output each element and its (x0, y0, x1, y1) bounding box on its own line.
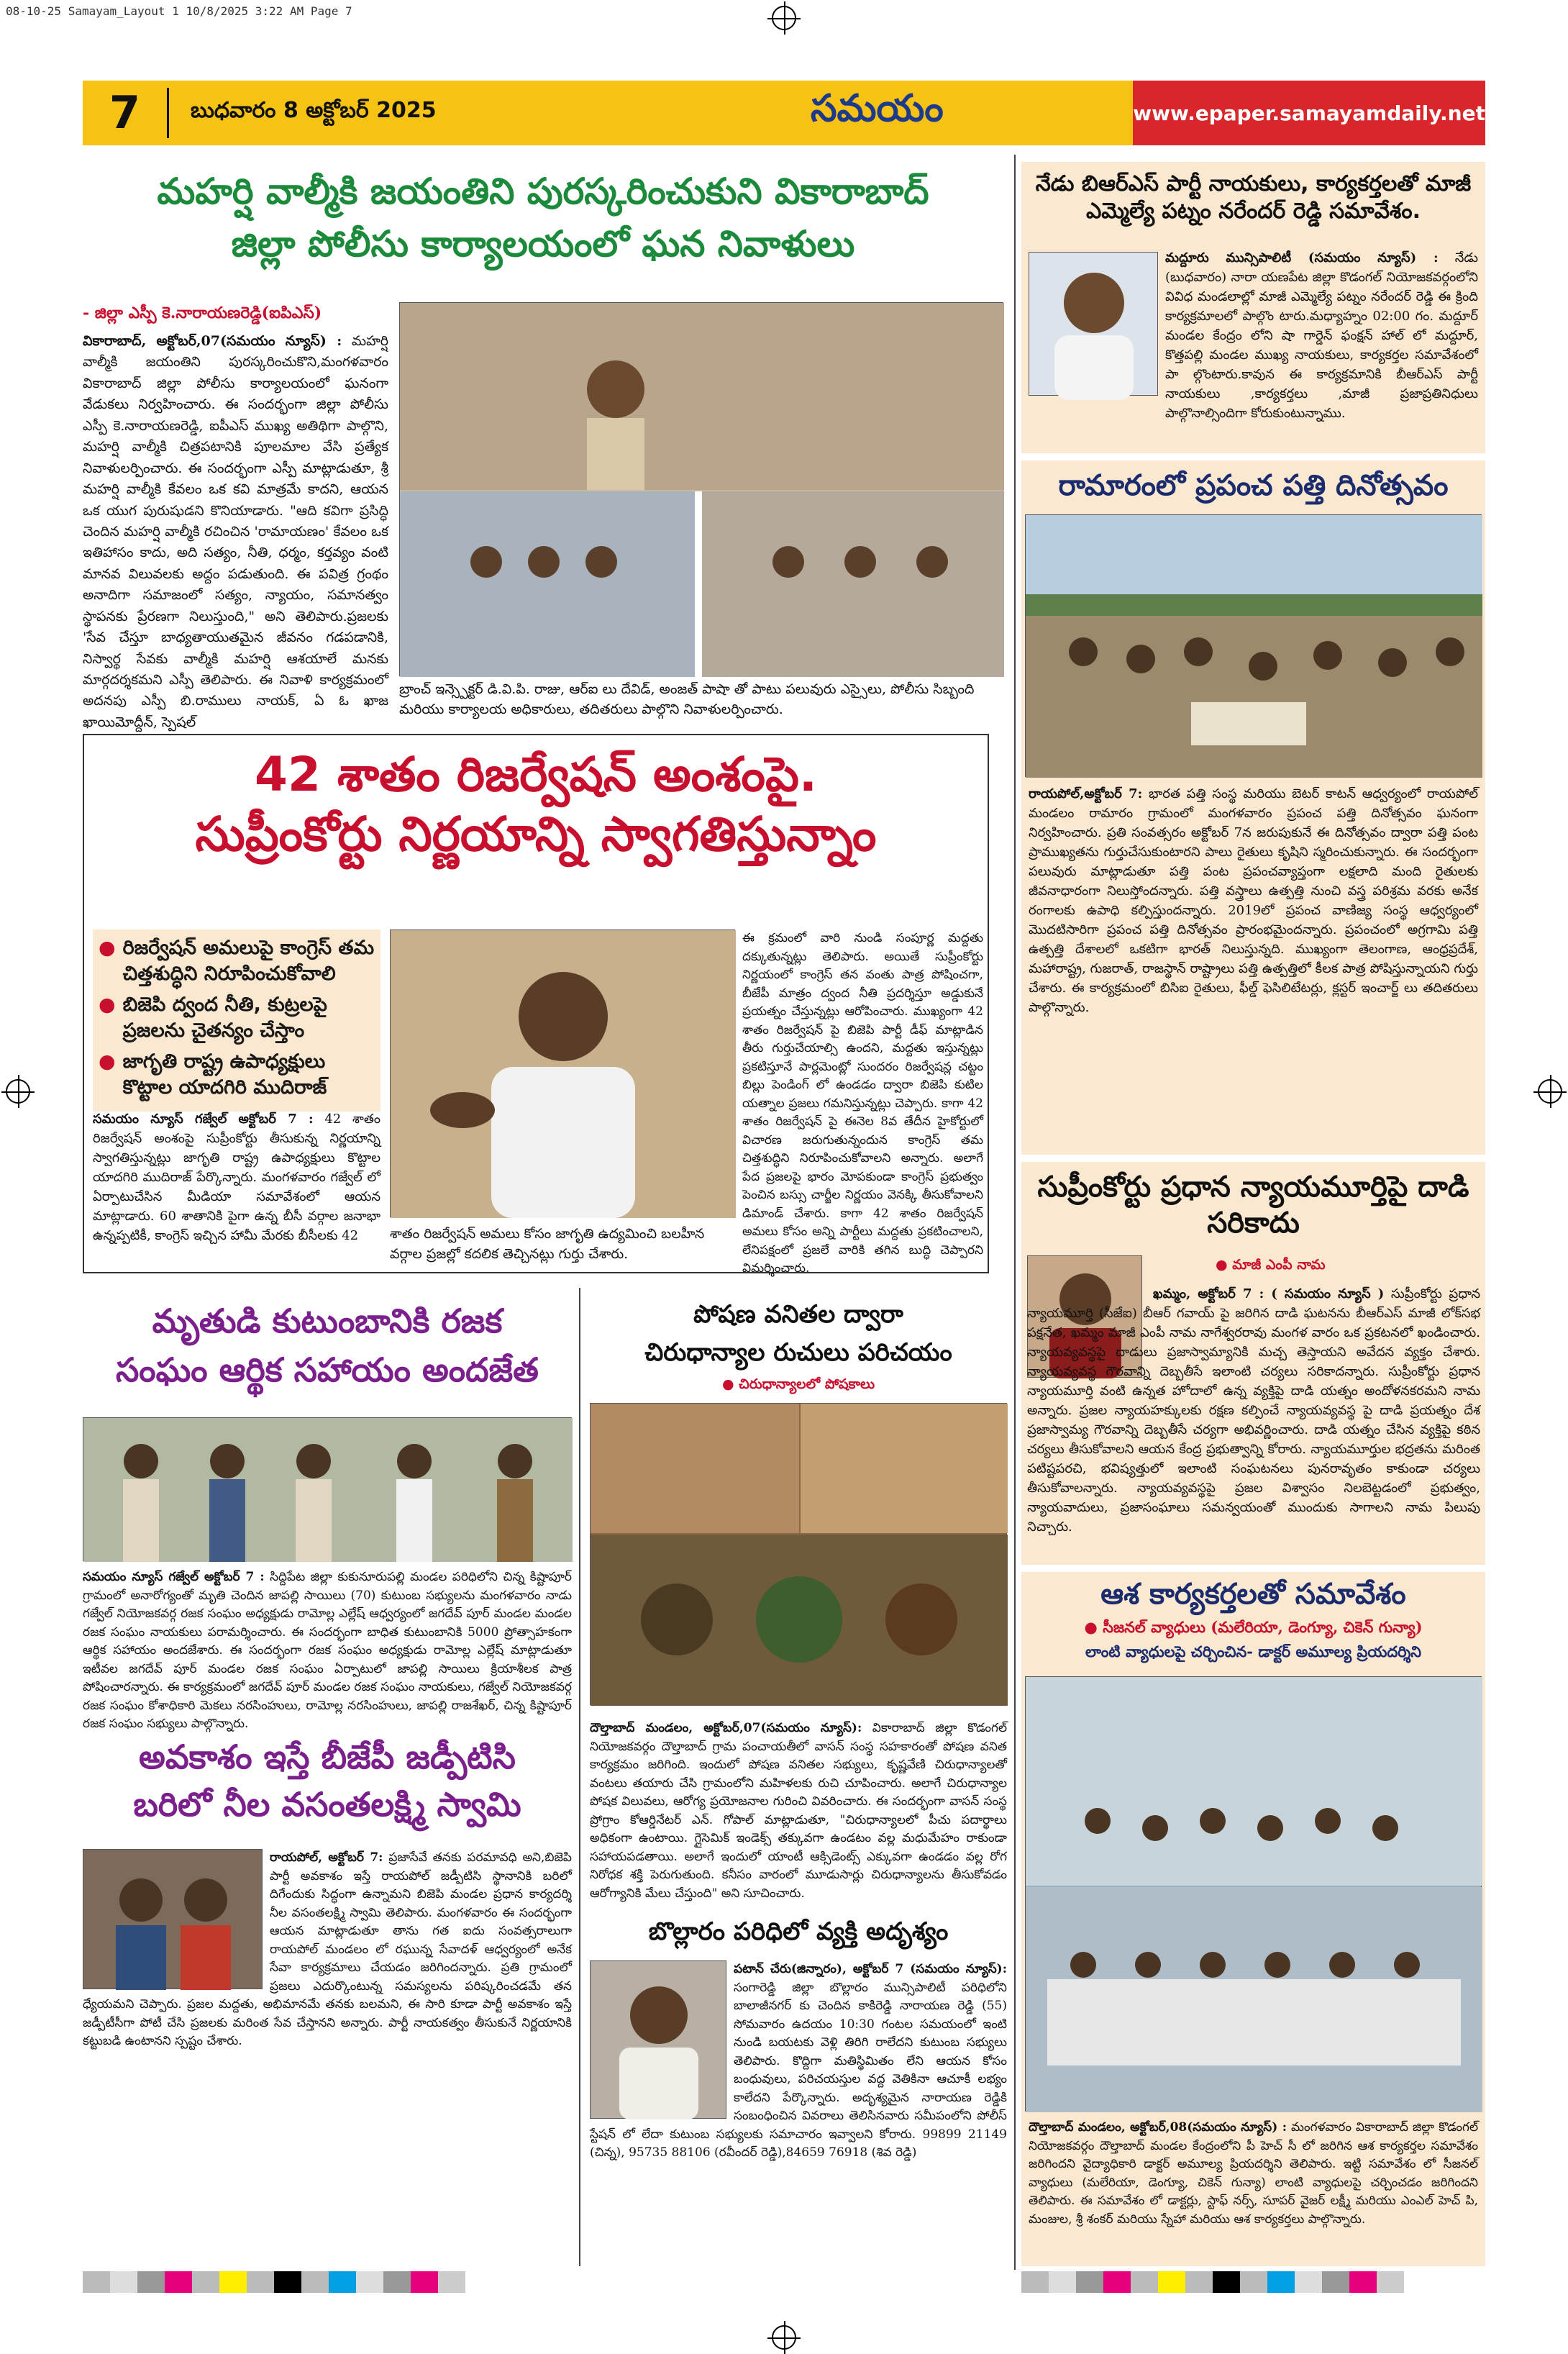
story-cotton-headline: రామారంలో ప్రపంచ పత్తి దినోత్సవం (1058, 469, 1449, 502)
portrait-illustration (391, 930, 736, 1218)
headline-line: జిల్లా పోలీసు కార్యాలయంలో ఘన నివాళులు (231, 222, 855, 265)
page-number: 7 (83, 88, 169, 138)
color-calibration-bar-left (83, 2271, 465, 2293)
issue-date: బుధవారం 8 అక్టోబర్ 2025 (191, 98, 437, 123)
photo-float-spacer (83, 1849, 270, 1993)
subtitle-line (1021, 1617, 1485, 1638)
dateline: మద్దూరు మున్సిపాలిటీ (సమయం న్యూస్) : (1165, 250, 1439, 265)
story-poshana (590, 1295, 1007, 1907)
highlight-bullet (99, 992, 375, 1045)
quote-source: - జిల్లా ఎస్పీ కె.నారాయణరెడ్డి(ఐపిఎస్) (83, 304, 322, 322)
headline-line: మహర్షి వాల్మీకి జయంతిని పురస్కరించుకుని వికారాబాద్ (157, 171, 929, 212)
headline-line: అవకాశం ఇస్తే బీజేపీ జడ్పీటిసి (139, 1737, 516, 1776)
headline-line: చిరుధాన్యాల రుచులు పరిచయం (644, 1337, 952, 1367)
photo-millets (590, 1403, 1007, 1705)
story-reservation-headline (84, 735, 988, 874)
subtitle-text: మాజీ ఎంపీ నామ (1232, 1257, 1326, 1273)
story-valmiki-headline (83, 162, 1003, 273)
bullet-text: బిజెపి ద్వంద నీతి, కుట్రలపై ప్రజలను చైతన్యం చేస్తాం (122, 993, 327, 1042)
story-brs-headline: నేడు బిఆర్ఎస్ పార్టీ నాయకులు, కార్యకర్తలతో మాజీ ఎమ్మెల్యే పట్నం నరేందర్ రెడ్డి సమావేశం. (1035, 171, 1472, 224)
story-cotton-day (1021, 460, 1485, 1155)
article-text: ఈ క్రమంలో వారి నుండి సంపూర్ణ మద్దతు దక్కుతున్నట్లు తెలిపారు. అయితే సుప్రీంకోర్టు నిర్ణయంలో కాంగ్రెస్ తన వంతు పాత్ర పోషించగా, బీజేపీ మాత్రం ద్వంద నీతి ప్రదర్శిస్తూ అడ్డుకునే ప్రయత్నం చేస్తున్నట్లు ఆరోపించారు. ముఖ్యంగా 42 శాతం రిజర్వేషన్ పై బిజెపి పార్టీ డీఫ్ మాట్లాడిన తీరు గుర్తుచేయాల్సి ఉందని, మద్దతు ఇస్తున్నట్లు ప్రకటిస్తూనే పార్లమెంట్లో సుందరం రిజర్వేషన్ల చట్టం బిల్లు పెండింగ్ లో ఉండడం ద్వారా బిజెపి కుటిల యత్నాల ప్రజలు గమనిస్తున్నట్లు చెప్పారు. కాగా 42 శాతం రిజర్వేషన్ పై ఈనెల 8వ తేదీన హైకోర్టులో విచారణ జరుగుతున్నందున కాంగ్రెస్ తమ చిత్తశుద్ధిని నిరూపించుకోవాలని అన్నారు. అలాగే పేద ప్రజలపై భారం మోపకుండా కాంగ్రెస్ ప్రభుత్వం పెంచిన బస్సు చార్జీల నిర్ణయం వెనక్కి తీసుకోవాలని డిమాండ్ చేశారు. కాగా 42 శాతం రిజర్వేషన్ అమలు కోసం అన్ని పార్టీలు మద్దతు ప్రకటించాలని, లేనిపక్షంలో ప్రజలే వారికి తగిన బుద్ధి చెప్పారని విమర్శించారు. (742, 931, 983, 1276)
epaper-link[interactable]: www.epaper.samayamdaily.net (1133, 81, 1485, 145)
bullet-dot-icon: ● (99, 1050, 116, 1073)
photo-valmiki-tribute (399, 302, 1003, 676)
article-text: సంగారెడ్డి జిల్లా బొల్లారం మున్సిపాలిటీ పరిధిలోని బాలాజీనగర్ కు చెందిన కాకిరెడ్డి నారాయణ రెడ్డి (55) సోమవారం ఉదయం 10:30 గంటల సమయంలో ఇంటి నుండి బయటకు వెళ్లి తిరిగి రాలేదని కుటుంబ సభ్యులు తెలిపారు. కొద్దిగా మతిస్థిమితం లేని ఆయన కోసం బంధువులు, పరిచయస్తుల వద్ద వెతికినా ఆచూకీ లభ్యం కాలేదని పేర్కొన్నారు. అదృశ్యమైన నారాయణ రెడ్డికి సంబంధించిన వివరాలు తెలిసినవారు సమీపంలోని పోలీస్ స్టేషన్ లో లేదా కుటుంబ సభ్యులకు సమాచారం ఇవ్వాలని కోరారు. 99899 21149 (చిన్న), 95735 88106 (రవీందర్ రెడ్డి),84659 76918 (శివ రెడ్డి) (590, 1980, 1007, 2160)
photo-illustration (400, 303, 1004, 677)
newspaper-brand: సమయం (810, 86, 944, 130)
dateline: రాయపోల్,అక్టోబర్ 7: (1029, 786, 1143, 801)
story-reservation (83, 734, 989, 1276)
dateline: సమయం న్యూస్ గజ్వేల్ అక్టోబర్ 7 : (93, 1112, 314, 1127)
column-rule (1014, 155, 1016, 2270)
story-reservation-body-left (93, 1109, 380, 1268)
article-text: సిద్దిపేట జిల్లా కుకునూరుపల్లి మండల పరిధిలోని చిన్న కిష్టాపూర్ గ్రామంలో అనారోగ్యంతో మృతి చెందిన జాపల్లి సాయిలు (70) కుటుంబ సభ్యులను మంగళవారం నాడు గజ్వేల్ నియోజకవర్గ రజక సంఘం అధ్యక్షుడు రామోల్ల ఎల్లేష్ ఆధ్వర్యంలో జగదేవ్ పూర్ మండల మండల రజక సంఘం నాయకులు పరామర్శించారు. ఈ సందర్భంగా బాధిత కుటుంబానికి 5000 ప్రోత్సాహకంగా ఆర్థిక సహాయం అందజేశారు. ఈ సందర్భంగా రజక సంఘం అధ్యక్షుడు రామోల్ల ఎల్లేష్ మాట్లాడుతూ ఇటీవల జగదేవ్ పూర్ మండల రజక సంఘం ఏర్పాటులో జాపల్లి సాయిలు క్రియాశీలక పాత్ర పోషించారన్నారు. ఈ కార్యక్రమంలో జగదేవ్ పూర్ మండల రజక సంఘం నాయకులు, గజ్వేల్ నియోజకవర్గ రజక సంఘం కోశాధికారి మెకలు నరసింహులు, రామోల్ల నరసింహులు, జాపల్లి రాజశేఖర్, చిన్న కిష్టాపూర్ రజక సంఘం సభ్యులు పాల్గొన్నారు. (83, 1570, 573, 1731)
story-poshana-body (590, 1719, 1007, 1903)
photo-caption: శాతం రిజర్వేషన్ అమలు కోసం జాగృతి ఉద్యమించి బలహీన వర్గాల ప్రజల్లో కదలిక తెచ్చినట్లు గుర్తు చేశారు. (390, 1226, 705, 1262)
bullet-dot-icon: ● (721, 1376, 734, 1392)
bullet-dot-icon: ● (99, 993, 116, 1016)
story-rajaka-body (83, 1568, 573, 1731)
bullet-dot-icon: ● (99, 937, 116, 959)
story-cji-headline: సుప్రీంకోర్టు ప్రధాన న్యాయమూర్తిపై దాడి సరికాదు (1037, 1171, 1469, 1240)
story-missing (590, 1914, 1007, 2266)
photo-rajaka (83, 1417, 572, 1561)
story-brs-meeting (1021, 162, 1485, 453)
masthead-left (83, 81, 621, 145)
registration-mark-icon (772, 2325, 796, 2350)
photo-illustration (1026, 515, 1482, 778)
story-cji-body (1027, 1284, 1480, 1561)
article-text: 42 శాతం రిజర్వేషన్ అంశంపై సుప్రీంకోర్టు తీసుకున్న నిర్ణయాన్ని స్వాగతిస్తున్నట్లు జాగృతి రాష్ట్ర ఉపాధ్యక్షులు కొట్టాల యాదగిరి ముదిరాజ్ పేర్కొన్నారు. మంగళవారం గజ్వేల్ లో ఏర్పాటుచేసిన మీడియా సమావేశంలో ఆయన మాట్లాడారు. 60 శాతానికి పైగా ఉన్న బీసీ వర్గాల జనాభా ఉన్నప్పటికీ, కాంగ్రెస్ ఇచ్చిన హామీ మేరకు బీసీలకు 42 (93, 1112, 380, 1243)
portrait-illustration (1029, 253, 1159, 396)
story-poshana-subtitle (590, 1375, 1007, 1395)
photo-illustration (83, 1418, 573, 1562)
dateline: సమయం న్యూస్ గజ్వేల్ అక్టోబర్ 7 : (83, 1570, 265, 1584)
story-reservation-bullets (93, 930, 380, 1112)
article-text: వికారాబాద్ జిల్లా కొడంగల్ నియోజకవర్గం దౌల్తాబాద్ గ్రామ పంచాయతీలో వాసన్ సంస్థ సహకారంతో పోషణ వనిత కార్యక్రమం జరిగింది. ఇందులో పోషణ వనితల సభ్యులు, కృష్ణవేణి చిరుధాన్యాలతో వంటలు తయారు చేసి గ్రామంలోని మహిళలకు రుచి చూపించారు. అలాగే చిరుధాన్యాల పోషక విలువలు, ఆరోగ్య ప్రయోజనాల గురించి వివరించారు. ఈ సందర్భంగా వాసన్ సంస్థ ప్రోగ్రాం కోఆర్డినేటర్ ఎన్. గోపాల్ మాట్లాడుతూ, "చిరుధాన్యాలలో పీచు పదార్థాలు అధికంగా ఉంటాయి. గ్లైసెమిక్ ఇండెక్స్ తక్కువగా ఉండటం వల్ల మధుమేహం రాకుండా సహాయపడతాయి. అలాగే ఇందులో యాంటీ ఆక్సిడెంట్స్ ఎక్కువగా ఉండడం వల్ల రోగ నిరోధక శక్తి పెరుగుతుంది. కనీసం వారంలో మూడుసార్లు చిరుధాన్యాలను తీసుకోవడం ఆరోగ్యానికి మేలు చేస్తుంది" అని సూచించారు. (590, 1721, 1007, 1901)
photo-yadagiri-mudiraj (390, 930, 735, 1217)
story-poshana-headline (590, 1295, 1007, 1372)
story-reservation-body-right (742, 930, 983, 1276)
dateline: పటాన్ చేరు(జిన్నారం), అక్టోబర్ 7 (సమయం న్యూస్): (734, 1962, 1007, 1976)
story-missing-headline: బొల్లారం పరిధిలో వ్యక్తి అదృశ్యం (648, 1917, 949, 1946)
story-vasanthalakshmi (83, 1734, 572, 2266)
masthead-center (621, 81, 1133, 145)
registration-mark-icon (6, 1079, 30, 1104)
headline-line: 42 శాతం రిజర్వేషన్ అంశంపై. (255, 747, 817, 802)
article-text: మహర్షి వాల్మీకి జయంతిని పురస్కరించుకొని,మంగళవారం వికారాబాద్ జిల్లా పోలీసు కార్యాలయంలో ఘనంగా వేడుకలు నిర్వహించారు. ఈ సందర్భంగా జిల్లా పోలీసు ఎస్పీ కె.నారాయణరెడ్డి, ఐపీఎస్ ముఖ్య అతిథిగా పాల్గొని, మహర్షి వాల్మీకి చిత్రపటానికి పూలమాల వేసి ప్రత్యేక నివాళులర్పించారు. ఈ సందర్భంగా ఎస్పీ మాట్లాడుతూ, శ్రీ మహర్షి వాల్మీకి కేవలం ఒక కవి మాత్రమే కాదని, ఆయన ఒక యుగ పురుషుడని కొనియాడారు. "ఆది కవిగా ప్రసిద్ధి చెందిన మహర్షి వాల్మీకి రచించిన 'రామాయణం' కేవలం ఒక ఇతిహాసం కాదు, అది సత్యం, నీతి, ధర్మం, కర్తవ్యం వంటి మానవ విలువలకు అద్దం పడుతుంది. ఈ పవిత్ర గ్రంథం అనాదిగా సమాజంలో సత్యం, న్యాయం, సమానత్వం స్థాపనకు ప్రేరణగా నిలుస్తుంది," అని తెలిపారు.ప్రజలకు 'సేవ చేస్తూ బాధ్యతాయుతమైన జీవనం గడపడానికి, నిస్వార్థ సేవకు వాల్మీకి మహర్షి ఆశయాలే మనకు మార్గదర్శకమని ఎస్పీ తెలిపారు. ఈ నివాళి కార్యక్రమంలో అదనపు ఎస్పీ బి.రాములు నాయక్, ఏ ఓ ఖాజ ఖాయిమోద్దీన్, స్పెషల్ (83, 333, 388, 730)
headline-line: బరిలో నీల వసంతలక్ష్మి స్వామి (133, 1784, 521, 1824)
story-brs-body (1165, 248, 1478, 423)
dateline: దౌల్తాబాద్ మండలం, అక్టోబర్,08(సమయం న్యూస్) : (1029, 2120, 1287, 2135)
story-asha-subtitle (1021, 1617, 1485, 1663)
highlight-bullet (99, 1049, 375, 1101)
headline-line: మృతుడి కుటుంబానికి రజక (152, 1301, 503, 1340)
bullet-dot-icon: ● (1216, 1257, 1228, 1273)
photo-float-spacer (590, 1960, 734, 2122)
photo-asha-meeting (1025, 1676, 1482, 2112)
story-valmiki-body (83, 331, 388, 730)
headline-line: సుప్రీంకోర్టు నిర్ణయాన్ని స్వాగతిస్తున్నాం (195, 806, 877, 862)
story-vasantha-body (83, 1849, 572, 2263)
story-asha-body (1029, 2119, 1478, 2263)
registration-mark-icon (772, 6, 796, 30)
article-text: సుప్రీంకోర్టు ప్రధాన న్యాయమూర్తి (సీజేఐ) బీఆర్ గవాయ్ పై జరిగిన దాడి ఘటనను బీఆర్ఎస్ మాజీ లోక్‌సభ పక్షనేత, ఖమ్మం మాజీ ఎంపీ నామ నాగేశ్వరరావు మంగళ వారం ఒక ప్రకటనలో ఖండించారు. న్యాయవ్యవస్థపై దాడులు ప్రజాస్వామ్యానికి మచ్చ తెస్తాయని అవేదన వ్యక్తం చేశారు. న్యాయవ్యవస్థ గౌరవాన్ని దెబ్బతీసే ఇలాంటి చర్యలు సరికాదన్నారు. సుప్రీంకోర్టు ప్రధాన న్యాయమూర్తి వంటి ఉన్నత హోదాలో ఉన్న వ్యక్తిపై దాడి యత్నం అందోళనకరమని నామ అన్నారు. ప్రజల న్యాయహక్కులకు రక్షణ కల్పించే న్యాయవ్యవస్థ పై దాడి ప్రయత్నం దేశ ప్రజాస్వామ్య గౌరవాన్ని దెబ్బతీసే చర్యగా అభివర్ణించారు. దాడి యత్నం చేసిన వ్యక్తిపై కఠిన చర్యలు తీసుకోవాలని ఆయన కేంద్ర ప్రభుత్వాన్ని కోరారు. న్యాయమూర్తుల భద్రతను మరింత పటిష్టపరచి, భవిష్యత్తులో ఇలాంటి సంఘటనలు పునరావృతం కాకుండా చర్యలు తీసుకోవాలన్నారు. న్యాయవ్యవస్థపై ప్రజల విశ్వాసం నిలబెట్టడంలో ప్రభుత్వం, న్యాయవాదులు, ప్రజాసంఘాలు సమన్వయంతో ముందుకు సాగాలని నామ పిలుపు నిచ్చారు. (1027, 1286, 1480, 1535)
photo-cotton-day (1025, 514, 1482, 777)
masthead (83, 81, 1485, 145)
headline-line: పోషణ వనితల ద్వారా (693, 1300, 903, 1329)
print-slug: 08-10-25 Samayam_Layout 1 10/8/2025 3:22 AM Page 7 (6, 4, 352, 18)
bullet-text: జాగృతి రాష్ట్ర ఉపాధ్యక్షులు కొట్టాల యాదగిరి ముదిరాజ్ (122, 1050, 327, 1099)
highlight-bullet (99, 935, 375, 988)
story-vasantha-headline (83, 1734, 572, 1828)
story-rajaka-headline (83, 1295, 572, 1396)
column-rule (579, 1288, 580, 2266)
photo-caption: బ్రాంచ్ ఇన్స్పెక్టర్ డి.వి.పి. రాజు, ఆర్ఐ లు దేవిడ్, అంజత్ పాషా తో పాటు పలువురు ఎస్సైలు, పోలీసు సిబ్బంది మరియు కార్యాలయ అధికారులు, తదితరులు పాల్గొని నివాళులర్పించారు. (399, 681, 975, 717)
bullet-dot-icon: ● (1084, 1618, 1098, 1636)
headline-line: సంఘం ఆర్థిక సహాయం అందజేత (116, 1350, 539, 1389)
story-missing-body (590, 1960, 1007, 2263)
color-calibration-bar-right (1021, 2271, 1404, 2293)
dateline: ఖమ్మం, అక్టోబర్ 7 : ( సమయం న్యూస్ ) (1153, 1286, 1385, 1301)
dateline: రాయపోల్, అక్టోబర్ 7: (270, 1850, 383, 1865)
subtitle-line: లాంటి వ్యాధులపై చర్చించిన- డాక్టర్ అమూల్య ప్రియదర్శిని (1085, 1642, 1421, 1661)
registration-mark-icon (1538, 1079, 1562, 1104)
subtitle-text: సీజనల్ వ్యాధులు (మలేరియా, డెంగ్యూ, చికెన్ గున్యా) (1103, 1618, 1423, 1636)
article-text: ప్రజాసేవే తనకు పరమావధి అని,బిజెపి పార్టీ అవకాశం ఇస్తే రాయపోల్ జడ్పీటిసి స్థానానికి బరిలో దిగేందుకు సిద్ధంగా ఉన్నామని బిజెపి మండల ప్రధాన కార్యదర్శి నీల వసంతలక్ష్మి స్వామి తెలిపారు. మంగళవారం ఈ సందర్భంగా ఆయన మాట్లాడుతూ తాను గత ఐదు సంవత్సరాలుగా రాయపోల్ మండలం లో రఘున్న సేవాదళ్ ఆధ్వర్యంలో అనేక సేవా కార్యక్రమాలు చేయడం జరిగిందన్నారు. ప్రతి గ్రామంలో ప్రజలు ఎదుర్కొంటున్న సమస్యలను పరిష్కరించడమే తన ధ్యేయమని చెప్పారు. ప్రజల మద్దతు, అభిమానమే తనకు బలమని, ఈ సారి కూడా పార్టీ అవకాశం ఇస్తే జడ్పీటీసీగా పోటీ చేసి ప్రజలకు మరింత సేవ చేస్తానని అన్నారు. పార్టీ నాయకత్వం తీసుకునే నిర్ణయానికి కట్టుబడి ఉంటానని స్పష్టం చేశారు. (83, 1850, 573, 2048)
story-cji-subtitle (1216, 1255, 1325, 1276)
photo-narender-reddy (1029, 252, 1158, 396)
story-cotton-body (1029, 784, 1478, 1151)
story-asha-headline: ఆశ కార్యకర్తలతో సమావేశం (1100, 1578, 1406, 1611)
bullet-text: రిజర్వేషన్ అమలుపై కాంగ్రెస్ తమ చిత్తశుద్ధిని నిరూపించుకోవాలి (122, 937, 375, 986)
story-asha (1021, 1572, 1485, 2266)
article-text: నేడు (బుధవారం) నారా యణపేట జిల్లా కొడంగల్ నియోజకవర్గంలోని వివిధ మండలాల్లో మాజీ ఎమ్మెల్యే పట్నం నరేందర్ రెడ్డి ఈ క్రింది కార్యక్రమాలలో పాల్గొం టారు.మధ్యాహ్నం 02:00 గం. మద్దూర్ మండల కేంద్రం లోని షా గార్డెన్ ఫంక్షన్ హాల్ లో మద్దూర్, కొత్తపల్లి మండల ముఖ్య నాయకులు, కార్యకర్తల సమావేశంలో పా ల్గొంటారు.కావున ఈ కార్యక్రమానికి బీఆర్ఎస్ పార్టీ నాయకులు ,కార్యకర్తలు ,మాజీ ప్రజాప్రతినిధులు పాల్గొనాల్సిందిగా కోరుకుంటున్నాము. (1165, 250, 1478, 421)
story-rajaka (83, 1295, 573, 1731)
dateline: వికారాబాద్, అక్టోబర్,07(సమయం న్యూస్) : (83, 333, 342, 349)
story-valmiki (83, 162, 1003, 730)
dateline: దౌల్తాబాద్ మండలం, అక్టోబర్,07(సమయం న్యూస్): (590, 1721, 862, 1735)
story-cji (1021, 1162, 1485, 1565)
photo-illustration (1026, 1677, 1482, 2112)
photo-illustration (591, 1404, 1008, 1706)
article-text: భారత పత్తి సంస్థ మరియు బెటర్ కాటన్ ఆధ్వర్యంలో రాయపోల్ మండలం రామారం గ్రామంలో మంగళవారం ప్రపంచ పత్తి దినోత్సవం ఘనంగా నిర్వహించారు. ప్రతి సంవత్సరం అక్టోబర్ 7న జరుపుకునే ఈ దినోత్సవం ద్వారా పత్తి పంట ప్రాముఖ్యతను గుర్తుచేసుకుంటారని పాలు రైతులు కృషిని స్మరించుకున్నారు. ఈ సందర్భంగా పలువురు మాట్లాడుతూ పత్తి పంట ప్రపంచవ్యాప్తంగా లక్షలాది మంది రైతులకు జీవనాధారంగా నిలుస్తోందన్నారు. పత్తి వస్త్రాలు ఉత్పత్తి నుంచి వస్త్ర పరిశ్రమ వరకు అనేక రంగాలకు ఉపాధి కల్పిస్తుందన్నారు. 2019లో ప్రపంచ వాణిజ్య సంస్థ ఆధ్వర్యంలో మొదటిసారిగా ప్రపంచ పత్తి దినోత్సవం ప్రారంభమైందన్నారు. ప్రపంచంలో అగ్రగామి పత్తి ఉత్పత్తి దేశాలలో ఒకటిగా భారత్ నిలుస్తున్నది. ముఖ్యంగా తెలంగాణ, ఆంధ్రప్రదేశ్, మహారాష్ట్ర, గుజరాత్, రాజస్థాన్ రాష్ట్రాలు పత్తి ఉత్పత్తిలో కీలక పాత్ర పోషిస్తున్నాయని గుర్తు చేశారు. ఈ కార్యక్రమంలో బిసిఐ రైతులు, ఫీల్డ్ ఫెసిలిటేటర్లు, క్లస్టర్ ఇంచార్జ్ లు తదితరులు పాల్గొన్నారు. (1029, 786, 1478, 1015)
subtitle-text: చిరుధాన్యాలలో పోషకాలు (739, 1376, 875, 1392)
article-text: మంగళవారం వికారాబాద్ జిల్లా కొడంగల్ నియోజకవర్గం దౌల్తాబాద్ మండల కేంద్రంలోని పీ హెచ్ సీ లో జరిగిన ఆశ కార్యకర్తల సమావేశం జరిగిందని వైద్యాధికారి డాక్టర్ అమూల్య ప్రియదర్శిని తెలిపారు. ఇట్టి సమావేశం లో సీజనల్ వ్యాధులు (మలేరియా, డెంగ్యూ, చికెన్ గున్యా) లాంటి వ్యాధులపై చర్చించడం జరిగిందని తెలిపారు. ఈ సమావేశం లో డాక్టర్లు, స్టాఫ్ నర్స్, సూపర్ వైజర్ లక్ష్మీ మరియు ఎంఎల్ హెచ్ పి, మంజుల, శ్రీ శంకర్ మరియు స్నేహా మరియు ఆశ కార్యకర్తలు పాల్గొన్నారు. (1029, 2120, 1478, 2227)
